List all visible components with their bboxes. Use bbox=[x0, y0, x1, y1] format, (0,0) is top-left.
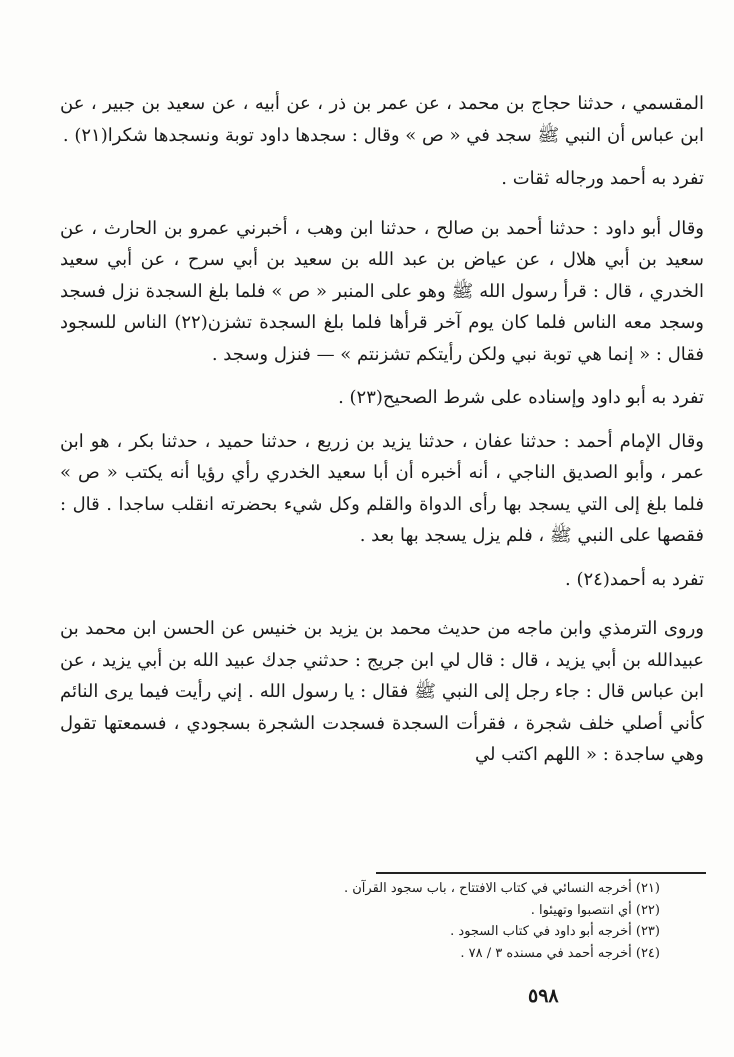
paragraph-4: تفرد به أبو داود وإسناده على شرط الصحيح(٢٣) . bbox=[338, 387, 704, 408]
main-text bbox=[60, 88, 704, 771]
paragraph-5: وقال الإمام أحمد : حدثنا عفان ، حدثنا يزيد بن زريع ، حدثنا حميد ، حدثنا بكر ، هو ابن عمر ، وأبو الصديق الناجي ، أنه أخبره أن أبا سعيد الخدري رأي رؤيا أنه يكتب « ص » فلما بلغ إلى التي يسجد بها رأى الدواة والقلم وكل شيء بحضرته انقلب ساجدا . قال : فقصها على النبي ﷺ ، فلم يزل يسجد بها بعد . bbox=[60, 430, 704, 546]
paragraph-3: وقال أبو داود : حدثنا أحمد بن صالح ، حدثنا ابن وهب ، أخبرني عمرو بن الحارث ، عن سعيد بن أبي هلال ، عن عياض بن عبد الله بن سعيد بن أبي سرح ، عن أبي سعيد الخدري ، قال : قرأ رسول الله ﷺ وهو على المنبر « ص » فلما بلغ السجدة نزل فسجد وسجد معه الناس فلما كان يوم آخر قرأها فلما بلغ السجدة تشزن(٢٢) الناس للسجود فقال : « إنما هي توبة نبي ولكن رأيتكم تشزنتم » — فنزل وسجد . bbox=[60, 217, 704, 365]
paragraph-2: تفرد به أحمد ورجاله ثقات . bbox=[501, 168, 704, 189]
footnote-23: (٢٣) أخرجه أبو داود في كتاب السجود . bbox=[450, 924, 660, 939]
paragraph-6: تفرد به أحمد(٢٤) . bbox=[565, 568, 704, 590]
paragraph-7: وروى الترمذي وابن ماجه من حديث محمد بن يزيد بن خنيس عن الحسن ابن محمد بن عبيدالله بن أبي يزيد ، قال : قال لي ابن جريج : حدثني جدك عبيد الله بن أبي يزيد ، عن ابن عباس قال : جاء رجل إلى النبي ﷺ فقال : يا رسول الله . إني رأيت فيما يرى النائم كأني أصلي خلف شجرة ، فقرأت السجدة فسجدت الشجرة بسجودي ، فسمعتها تقول وهي ساجدة : « اللهم اكتب لي bbox=[60, 618, 704, 765]
paragraph-1: المقسمي ، حدثنا حجاج بن محمد ، عن عمر بن ذر ، عن أبيه ، عن سعيد بن جبير ، عن ابن عباس أن النبي ﷺ سجد في « ص » وقال : سجدها داود توبة ونسجدها شكرا(٢١) . bbox=[60, 93, 704, 146]
footnotes bbox=[60, 878, 660, 964]
footnote-22: (٢٢) أي انتصبوا وتهيئوا . bbox=[530, 902, 660, 918]
page-number: ٥٩٨ bbox=[528, 985, 559, 1007]
footnote-divider bbox=[376, 872, 706, 874]
footnote-24: (٢٤) أخرجه أحمد في مسنده ٣ / ٧٨ . bbox=[460, 945, 660, 961]
footnote-21: (٢١) أخرجه النسائي في كتاب الافتتاح ، باب سجود القرآن . bbox=[344, 881, 660, 896]
